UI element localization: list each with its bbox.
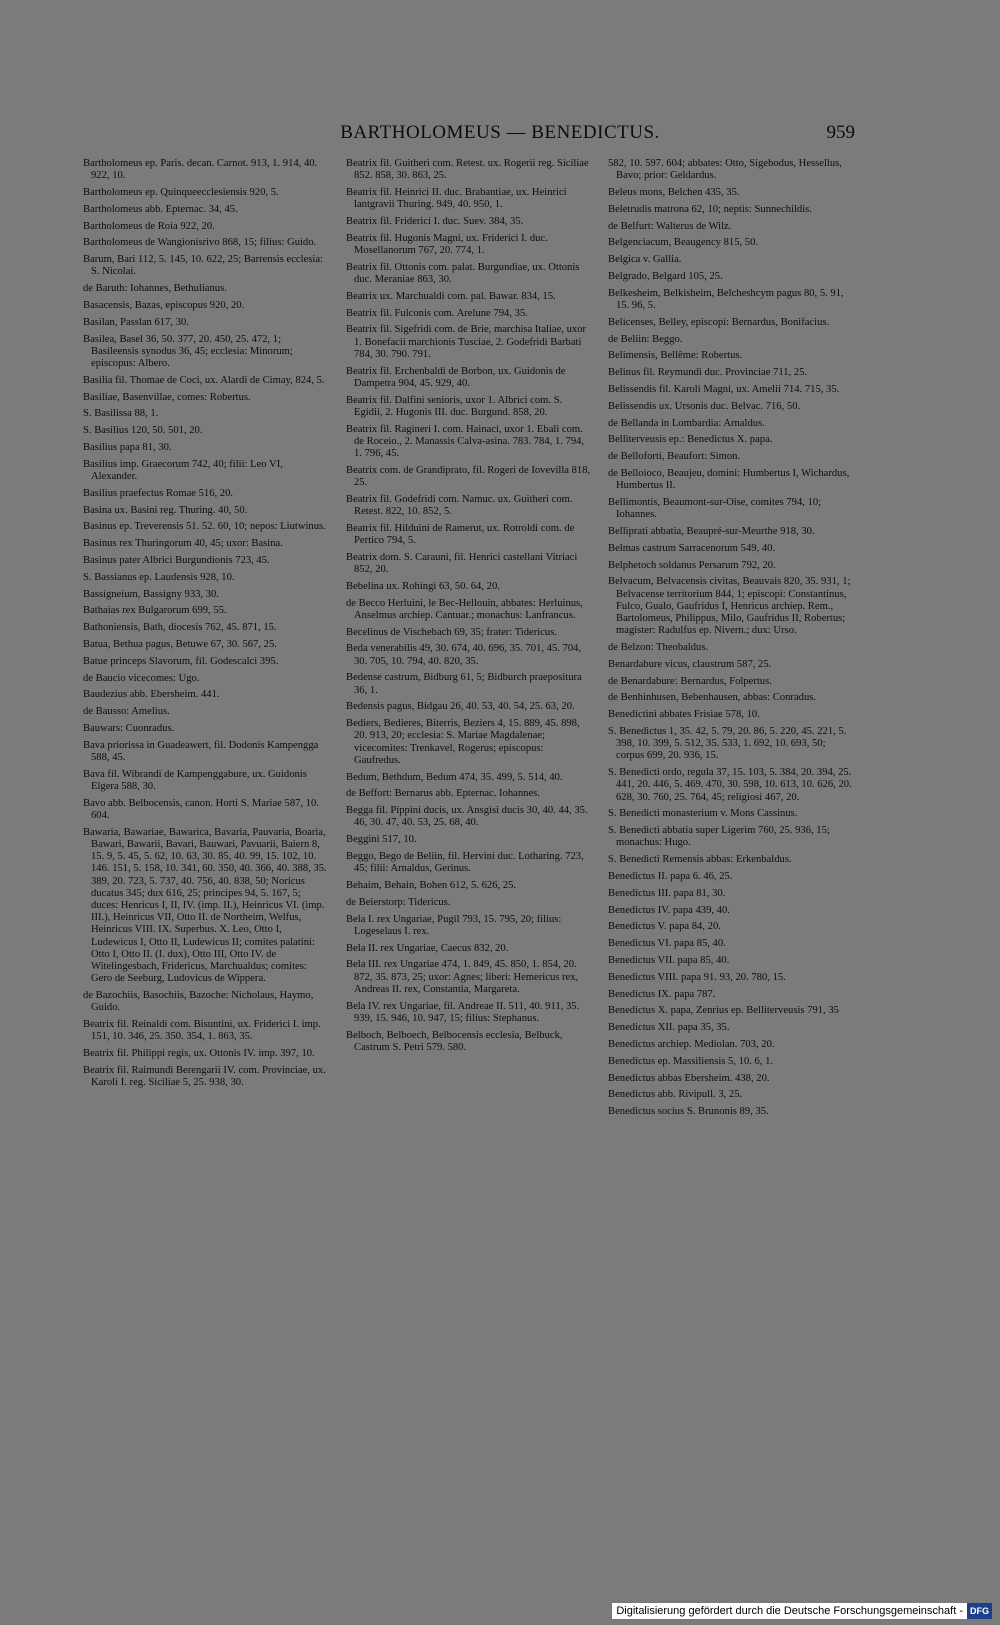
index-entry: Beatrix fil. Erchenbaldi de Borbon, ux. Guidonis de Dampetra 904, 45. 929, 40. xyxy=(346,365,566,389)
index-entry: Bavo abb. Belbocensis, canon. Horti S. Mariae 587, 10. 604. xyxy=(83,797,319,821)
index-entry: Bartholomeus abb. Epternac. 34, 45. xyxy=(83,203,238,215)
page-number: 959 xyxy=(826,122,855,143)
index-entry: Bediers, Bedieres, Biterris, Beziers 4, 15. 889, 45. 898, 20. 913, 20; ecclesia: S. Mariae Magdalenae; vicecomites: Trenkavel, Rogerus; episcopus: Gaufredus. xyxy=(346,718,580,766)
index-entry: Belinus fil. Reymundi duc. Provinciae 711, 25. xyxy=(608,367,808,379)
footer-text: Digitalisierung gefördert durch die Deutsche Forschungsgemeinschaft - xyxy=(616,1605,963,1617)
index-entry: de Belloioco, Beaujeu, domini: Humbertus I, Wichardus, Humbertus II. xyxy=(608,467,850,492)
index-entry: Belkesheim, Belkisheim, Belcheshcym pagus 80, 5. 91, 15. 96, 5. xyxy=(608,287,844,311)
index-entry: de Belfurt: Walterus de Wilz. xyxy=(608,220,732,232)
index-entry: Benedictus archiep. Mediolan. 703, 20. xyxy=(608,1038,775,1050)
index-entry: Belliprati abbatia, Beaupré-sur-Meurthe 918, 30. xyxy=(608,525,815,537)
index-entry: Bartholomeus de Roia 922, 20. xyxy=(83,220,215,232)
index-entry: Bellimontis, Beaumont-sur-Oise, comites 794, 10; Iohannes. xyxy=(608,496,822,521)
index-entry: S. Bassianus ep. Laudensis 928, 10. xyxy=(83,571,235,583)
index-entry: Benedictus VIII. papa 91. 93, 20. 780, 15. xyxy=(608,971,786,983)
index-entry: de Becco Herluini, le Bec-Hellouin, abbates: Herluinus, Anselmus archiep. Cantuar.; monachus: Lanfrancus. xyxy=(346,597,583,621)
index-entry: Becelinus de Vischebach 69, 35; frater: Tidericus. xyxy=(346,626,557,638)
index-entry: Beatrix com. de Grandiprato, fil. Rogeri de Iovevilla 818, 25. xyxy=(346,464,591,488)
index-entry: Bedense castrum, Bidburg 61, 5; Bidburch praepositura 36, 1. xyxy=(346,672,582,696)
index-entry: S. Basilissa 88, 1. xyxy=(83,408,159,420)
index-entry: de Bellanda in Lombardia: Arnaldus. xyxy=(608,417,765,429)
index-entry: de Bausso: Amelius. xyxy=(83,706,170,718)
index-entry: de Benardabure: Bernardus, Folpertus. xyxy=(608,675,772,687)
index-entry: de Baruth: Iohannes, Bethulianus. xyxy=(83,283,227,295)
index-entry: Beletrudis matrona 62, 10; neptis: Sunnechildis. xyxy=(608,203,812,215)
index-entry: Bebelina ux. Rohingi 63, 50. 64, 20. xyxy=(346,580,500,592)
index-entry: Beatrix fil. Fulconis com. Arelune 794, 35. xyxy=(346,307,528,319)
index-entry: Benedictus socius S. Brunonis 89, 35. xyxy=(608,1106,769,1118)
index-entry: Beatrix fil. Dalfini senioris, uxor 1. Albrici com. S. Egidii, 2. Hugonis III. duc. Burgund. 858, 20. xyxy=(346,394,563,418)
index-column-3 xyxy=(608,158,853,1123)
index-entry: Beatrix dom. S. Carauni, fil. Henrici castellani Vitriaci 852, 20. xyxy=(346,551,578,575)
index-entry: Belphetoch soldanus Persarum 792, 20. xyxy=(608,559,776,571)
index-entry: Benedictus VII. papa 85, 40. xyxy=(608,954,730,966)
index-entry: Beatrix fil. Guitheri com. Retest. ux. Rogerii reg. Siciliae 852. 858, 30. 863, 25. xyxy=(346,158,589,182)
index-entry: S. Benedicti Remensis abbas: Erkenbaldus. xyxy=(608,854,792,866)
index-entry: Benedictus VI. papa 85, 40. xyxy=(608,938,726,950)
page-header xyxy=(0,118,1000,148)
index-entry: Benedictus V. papa 84, 20. xyxy=(608,921,721,933)
index-entry: Bava priorissa in Guadeawert, fil. Dodonis Kampengga 588, 45. xyxy=(83,739,319,763)
index-entry: Batue princeps Slavorum, fil. Godescalci 395. xyxy=(83,655,279,667)
index-entry: de Baucio vicecomes: Ugo. xyxy=(83,672,200,684)
index-entry: Behaim, Behain, Bohen 612, 5. 626, 25. xyxy=(346,879,517,891)
index-entry: de Beliin: Beggo. xyxy=(608,333,683,345)
index-entry: Bela IV. rex Ungariae, fil. Andreae II. 511, 40. 911, 35. 939, 15. 946, 10. 947, 15; filius: Stephanus. xyxy=(346,1000,580,1024)
index-entry: Benardabure vicus, claustrum 587, 25. xyxy=(608,658,772,670)
index-entry: Beatrix fil. Reinaldi com. Bisuntini, ux. Friderici I. imp. 151, 10. 346, 25. 350. 354, 1. 863, 35. xyxy=(83,1018,321,1043)
index-entry: Benedictus abb. Rivipull. 3, 25. xyxy=(608,1089,743,1101)
index-entry: Basinus ep. Treverensis 51. 52. 60, 10; nepos: Liutwinus. xyxy=(83,521,326,533)
index-entry: Beleus mons, Belchen 435, 35. xyxy=(608,187,740,198)
index-entry: Bedensis pagus, Bidgau 26, 40. 53, 40. 54, 25. 63, 20. xyxy=(346,701,575,713)
index-entry: Bassigneium, Bassigny 933, 30. xyxy=(83,588,219,600)
index-entry: S. Basilius 120, 50. 501, 20. xyxy=(83,425,203,437)
index-entry: Basilius praefectus Romae 516, 20. xyxy=(83,487,234,499)
index-entry: de Belzon: Theobaldus. xyxy=(608,641,709,653)
index-entry: Benedictus ep. Massiliensis 5, 10. 6, 1. xyxy=(608,1055,774,1067)
index-entry: Beda venerabilis 49, 30. 674, 40. 696, 35. 701, 45. 704, 30. 705, 10. 794, 40. 820, 35. xyxy=(346,643,582,667)
page-title: BARTHOLOMEUS — BENEDICTUS. xyxy=(340,122,660,143)
index-entry: Beatrix fil. Philippi regis, ux. Ottonis IV. imp. 397, 10. xyxy=(83,1047,315,1059)
index-entry: de Beierstorp: Tidericus. xyxy=(346,896,451,908)
index-entry: Belliterveusis ep.: Benedictus X. papa. xyxy=(608,434,773,446)
index-entry: Beatrix fil. Sigefridi com. de Brie, marchisa Italiae, uxor 1. Bonefacii marchionis Tusciae, 2. Godefridi Barbati 784, 30. 790. 791. xyxy=(346,324,587,360)
index-entry: Basilius imp. Graecorum 742, 40; filii: Leo VI, Alexander. xyxy=(83,458,283,482)
dfg-logo: DFG xyxy=(967,1603,992,1619)
index-entry: Belmas castrum Sarracenorum 549, 40. xyxy=(608,542,776,554)
index-entry: Beatrix fil. Ragineri I. com. Hainaci, uxor 1. Ebali com. de Roceio., 2. Manassis Calva-asina. 783. 784, 1. 794, 1. 796, 45. xyxy=(346,423,585,459)
footer-credit xyxy=(612,1603,992,1619)
index-entry: Benedictus II. papa 6. 46, 25. xyxy=(608,870,733,882)
index-entry: Bela II. rex Ungariae, Caecus 832, 20. xyxy=(346,942,509,954)
index-entry: Belgenciacum, Beaugency 815, 50. xyxy=(608,237,759,249)
index-entry: S. Benedicti abbatia super Ligerim 760, 25. 936, 15; monachus: Hugo. xyxy=(608,825,830,849)
index-entry: Bartholomeus ep. Paris. decan. Carnot. 913, 1. 914, 40. 922, 10. xyxy=(83,158,318,182)
index-entry: Beatrix fil. Hugonis Magni, ux. Friderici I. duc. Mosellanorum 767, 20. 774, 1. xyxy=(346,232,548,256)
index-entry: Basina ux. Basini reg. Thuring. 40, 50. xyxy=(83,504,248,516)
index-entry: Belgica v. Gallia. xyxy=(608,254,682,266)
index-entry: Beatrix fil. Godefridi com. Namuc. ux. Guitheri com. Retest. 822, 10. 852, 5. xyxy=(346,493,573,517)
index-entry: de Benhinhusen, Bebenhausen, abbas: Conradus. xyxy=(608,692,817,704)
index-entry: Belicenses, Belley, episcopi: Bernardus, Bonifacius. xyxy=(608,316,830,328)
index-entry: Basilius papa 81, 30. xyxy=(83,441,172,453)
index-entry: Bathoniensis, Bath, diocesis 762, 45. 871, 15. xyxy=(83,622,277,634)
index-entry: Benedictus III. papa 81, 30. xyxy=(608,887,726,899)
index-entry: de Bazochiis, Basochiis, Bazoche: Nicholaus, Haymo, Guido. xyxy=(83,989,314,1014)
index-entry: Basinus pater Albrici Burgundionis 723, 45. xyxy=(83,554,270,566)
index-entry: Barum, Bari 112, 5. 145, 10. 622, 25; Barrensis ecclesia: S. Nicolai. xyxy=(83,254,323,278)
index-column-1 xyxy=(83,158,328,1094)
index-entry: Benedictus X. papa, Zenrius ep. Belliterveusis 791, 35 xyxy=(608,1005,839,1017)
index-entry: S. Benedictus 1, 35. 42, 5. 79, 20. 86, 5. 220, 45. 221, 5. 398, 10. 399, 5. 512, 35. 533, 1. 692, 10. 693, 50; corpus 699, 20. 936, 15. xyxy=(608,725,847,762)
index-entry: 582, 10. 597. 604; abbates: Otto, Sigebodus, Hessellus, Bavo; prior: Geldardus. xyxy=(608,158,842,182)
index-entry: Bauwars: Cuonradus. xyxy=(83,722,175,734)
index-entry: Benedictus abbas Ebersheim. 438, 20. xyxy=(608,1072,770,1084)
index-entry: Basacensis, Bazas, episcopus 920, 20. xyxy=(83,299,245,311)
index-entry: Bawaria, Bawariae, Bawarica, Bavaria, Pauvaria, Boaria, Bawari, Bawarii, Bavari, Bauwari, Pavuarii, Baiern 8, 15. 9, 5. 45, 5. 62, 10. 63, 30. 85, 40. 99, 15. 102, 10. 146. 151, 5. 158, 10. 341, 60. 350, 40. 366, 40. 388, 35. 389, 20. 723, 5. 737, 40. 756, 40. 838, 50; Noricus ducatus 345; dux 616, 25; principes 94, 5. 167, 5; duces: Henricus I, II, IV. (imp. II.), Heinricus VI. (imp. III.), Heinricus VII, Otto II. de Northeim, Welfus, Heinricus VIII. IX. Superbus. X. Leo, Otto I, Ludewicus I, Otto II, Ludewicus II; comites palatini: Otto I, Otto II. (I. dux), Otto III, Otto IV. de Witelingesbach, Fridericus, Marchualdus; comites: Gero de Seeburg, Ludovicus de Wippera. xyxy=(83,826,327,985)
index-column-2 xyxy=(346,158,591,1059)
index-entry: Bava fil. Wibrandi de Kampenggabure, ux. Guidonis Elgera 588, 30. xyxy=(83,768,307,792)
index-entry: Bathaias rex Bulgarorum 699, 55. xyxy=(83,605,227,617)
index-entry: Bela III. rex Ungariae 474, 1. 849, 45. 850, 1. 854, 20. 872, 35. 873, 25; uxor: Agnes; liberi: Hemericus rex, Andreas II. rex, Constantia, Margareta. xyxy=(346,959,579,995)
index-entry: Beatrix fil. Heinrici II. duc. Brabantiae, ux. Heinrici lantgravii Thuring. 949, 40. 950, 1. xyxy=(346,187,567,211)
index-entry: Basilan, Passlan 617, 30. xyxy=(83,316,189,328)
index-entry: Basinus rex Thuringorum 40, 45; uxor: Basina. xyxy=(83,538,283,550)
index-entry: Belvacum, Belvacensis civitas, Beauvais 820, 35. 931, 1; Belvacense territorium 844, 1; episcopi: Constantinus, Fulco, Gualo, Gaufridus I, Henricus archiep. Rem., Bartolomeus, Philippus, Milo, Gaufridus II, Robertus; magister: Radulfus ep. Nivern.; dux: Urso. xyxy=(608,576,851,637)
index-entry: Bartholomeus de Wangionisrivo 868, 15; filius: Guido. xyxy=(83,237,317,249)
index-entry: Beggini 517, 10. xyxy=(346,834,417,846)
index-entry: S. Benedicti monasterium v. Mons Cassinus. xyxy=(608,808,798,820)
index-entry: de Belloforti, Beaufort: Simon. xyxy=(608,451,741,463)
index-entry: Baudezius abb. Ebersheim. 441. xyxy=(83,689,220,701)
index-entry: Benedictus IX. papa 787. xyxy=(608,988,716,1000)
index-entry: Basilea, Basel 36, 50. 377, 20. 450, 25. 472, 1; Basileensis synodus 36, 45; ecclesia: Minorum; episcopus: Albero. xyxy=(83,333,293,369)
index-entry: Begga fil. Pippini ducis, ux. Ansgisi ducis 30, 40. 44, 35. 46, 30. 47, 40. 53, 25. 68, 40. xyxy=(346,805,588,829)
index-entry: Beatrix fil. Friderici I. duc. Suev. 384, 35. xyxy=(346,216,524,227)
index-entry: Basiliae, Basenvillae, comes: Robertus. xyxy=(83,391,251,403)
index-entry: Beatrix fil. Raimundi Berengarii IV. com. Provinciae, ux. Karoli I. reg. Siciliae 5, 25. 938, 30. xyxy=(83,1064,326,1088)
index-entry: Batua, Bethua pagus, Betuwe 67, 30. 567, 25. xyxy=(83,638,277,650)
index-entry: Beggo, Bego de Beliin, fil. Hervini duc. Lotharing. 723, 45; filii: Arnaldus, Gerinus. xyxy=(346,850,584,875)
index-entry: Belboch, Belboech, Belbocensis ecclesia, Belbuck, Castrum S. Petri 579. 580. xyxy=(346,1029,563,1053)
index-entry: Benedictus XII. papa 35, 35. xyxy=(608,1022,730,1034)
index-entry: Bedum, Bethdum, Bedum 474, 35. 499, 5. 514, 40. xyxy=(346,771,563,783)
index-entry: Belgrado, Belgard 105, 25. xyxy=(608,270,723,282)
index-entry: S. Benedicti ordo, regula 37, 15. 103, 5. 384, 20. 394, 25. 441, 20. 446, 5. 469. 470, 30. 598, 10. 613, 10. 626, 20. 628, 30. 760, 25. 764, 45; religiosi 467, 20. xyxy=(608,767,852,803)
index-entry: Beatrix ux. Marchualdi com. pal. Bawar. 834, 15. xyxy=(346,290,556,302)
index-entry: Beatrix fil. Hilduini de Ramerut, ux. Rotroldi com. de Pertico 794, 5. xyxy=(346,522,575,546)
index-entry: Belissendis fil. Karoli Magni, ux. Amelii 714. 715, 35. xyxy=(608,383,840,395)
index-entry: Belimensis, Bellême: Robertus. xyxy=(608,350,743,362)
index-entry: Bela I. rex Ungariae, Pugil 793, 15. 795, 20; filius: Logeselaus I. rex. xyxy=(346,913,562,937)
index-entry: de Beffort: Bernarus abb. Epternac. Iohannes. xyxy=(346,788,540,800)
index-entry: Basilia fil. Thomae de Coci, ux. Alardi de Cimay, 824, 5. xyxy=(83,374,325,386)
index-entry: Belissendis ux. Ursonis duc. Belvac. 716, 50. xyxy=(608,400,801,412)
index-entry: Benedictini abbates Frisiae 578, 10. xyxy=(608,709,760,721)
index-entry: Bartholomeus ep. Quinqueecclesiensis 920, 5. xyxy=(83,187,279,198)
index-entry: Benedictus IV. papa 439, 40. xyxy=(608,904,730,916)
index-entry: Beatrix fil. Ottonis com. palat. Burgundiae, ux. Ottonis duc. Meraniae 863, 30. xyxy=(346,261,580,285)
